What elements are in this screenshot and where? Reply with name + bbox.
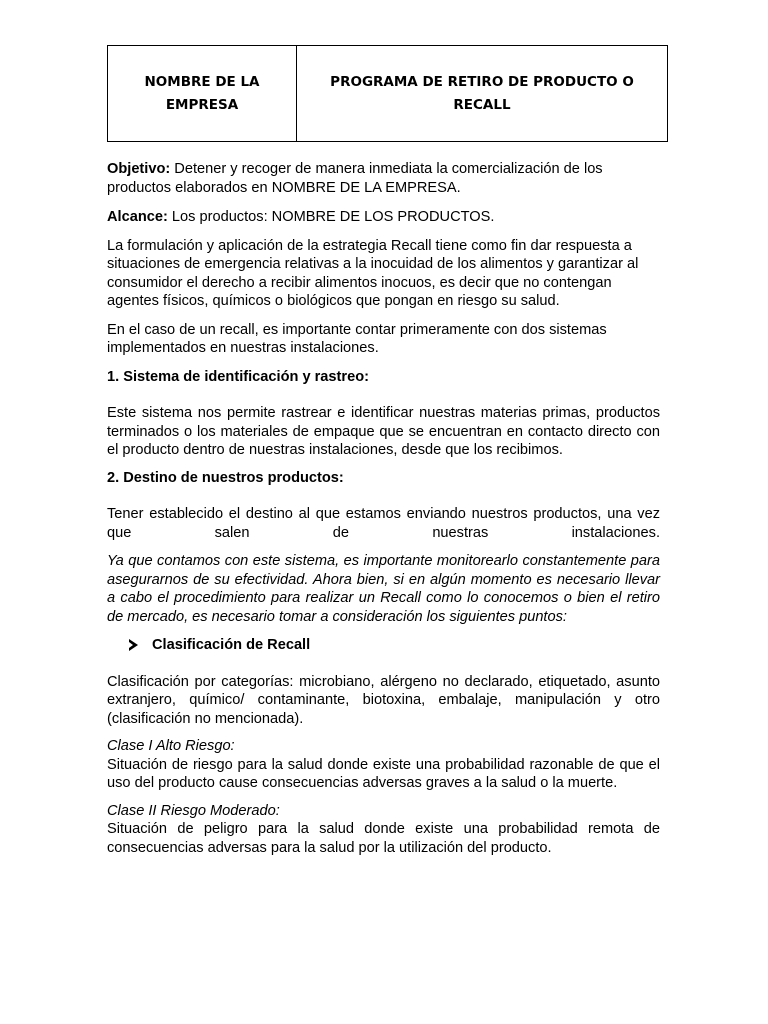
objective-paragraph [107, 160, 660, 197]
section2-heading: 2. Destino de nuestros productos: [107, 469, 344, 486]
arrow-bullet-icon [129, 639, 138, 651]
section2-text: Tener establecido el destino al que estamos enviando nuestros productos, una vez que salen de nuestras instalaciones. [107, 506, 660, 541]
classification-heading-text: Clasificación de Recall [152, 637, 311, 653]
section1-text: Este sistema nos permite rastrear e identificar nuestras materias primas, productos terminados o los materiales de empaque que se encuentran en contacto directo con el producto dentro de nuestras instalaciones, desde que los recibimos. [107, 405, 660, 458]
header-row [108, 46, 668, 142]
section1-heading: 1. Sistema de identificación y rastreo: [107, 368, 369, 385]
program-title-line2: RECALL [453, 96, 511, 113]
document-body [107, 160, 660, 857]
classification-text: Clasificación por categorías: microbiano, alérgeno no declarado, etiquetado, asunto extranjero, químico/ contaminante, biotoxina, embalaje, manipulación y otro (clasificación no mencionada). [107, 673, 660, 727]
recall-paragraph: En el caso de un recall, es importante contar primeramente con dos sistemas implementados en nuestras instalaciones. [107, 321, 607, 356]
classification-heading [107, 636, 660, 655]
objective-text: Detener y recoger de manera inmediata la comercialización de los productos elaborados en NOMBRE DE LA EMPRESA. [107, 161, 603, 196]
class2-title: Clase II Riesgo Moderado: [107, 802, 280, 819]
header-table [107, 45, 668, 142]
class1-text: Situación de riesgo para la salud donde existe una probabilidad razonable de que el uso del producto cause consecuencias adversas graves a la salud o la muerte. [107, 756, 660, 791]
class1-title: Clase I Alto Riesgo: [107, 738, 235, 754]
intro-paragraph: La formulación y aplicación de la estrategia Recall tiene como fin dar respuesta a situaciones de emergencia relativas a la inocuidad de los alimentos y garantizar al consumidor el derecho a recibir alimentos inocuos, es decir que no contengan agentes físicos, químicos o biológicos que pongan en riesgo su salud. [107, 237, 639, 309]
company-name-cell [108, 46, 297, 142]
program-title-line1: PROGRAMA DE RETIRO DE PRODUCTO O [330, 73, 634, 90]
scope-paragraph [107, 208, 660, 227]
objective-label: Objetivo: [107, 161, 171, 177]
scope-label: Alcance: [107, 209, 168, 225]
scope-text: Los productos: NOMBRE DE LOS PRODUCTOS. [167, 209, 495, 225]
company-name-line2: EMPRESA [165, 96, 239, 113]
company-name-line1: NOMBRE DE LA [144, 73, 260, 90]
class2-text: Situación de peligro para la salud donde existe una probabilidad remota de consecuencias adversas para la salud por la utilización del producto. [107, 821, 660, 856]
document-page [107, 45, 660, 857]
program-title-cell [297, 46, 668, 142]
italic-paragraph: Ya que contamos con este sistema, es importante monitorearlo constantemente para asegurarnos de su efectividad. Ahora bien, si en algún momento es necesario llevar a cabo el procedimiento para realizar un Recall como lo conocemos o bien el retiro de mercado, es necesario tomar a consideración los siguientes puntos: [107, 553, 660, 625]
